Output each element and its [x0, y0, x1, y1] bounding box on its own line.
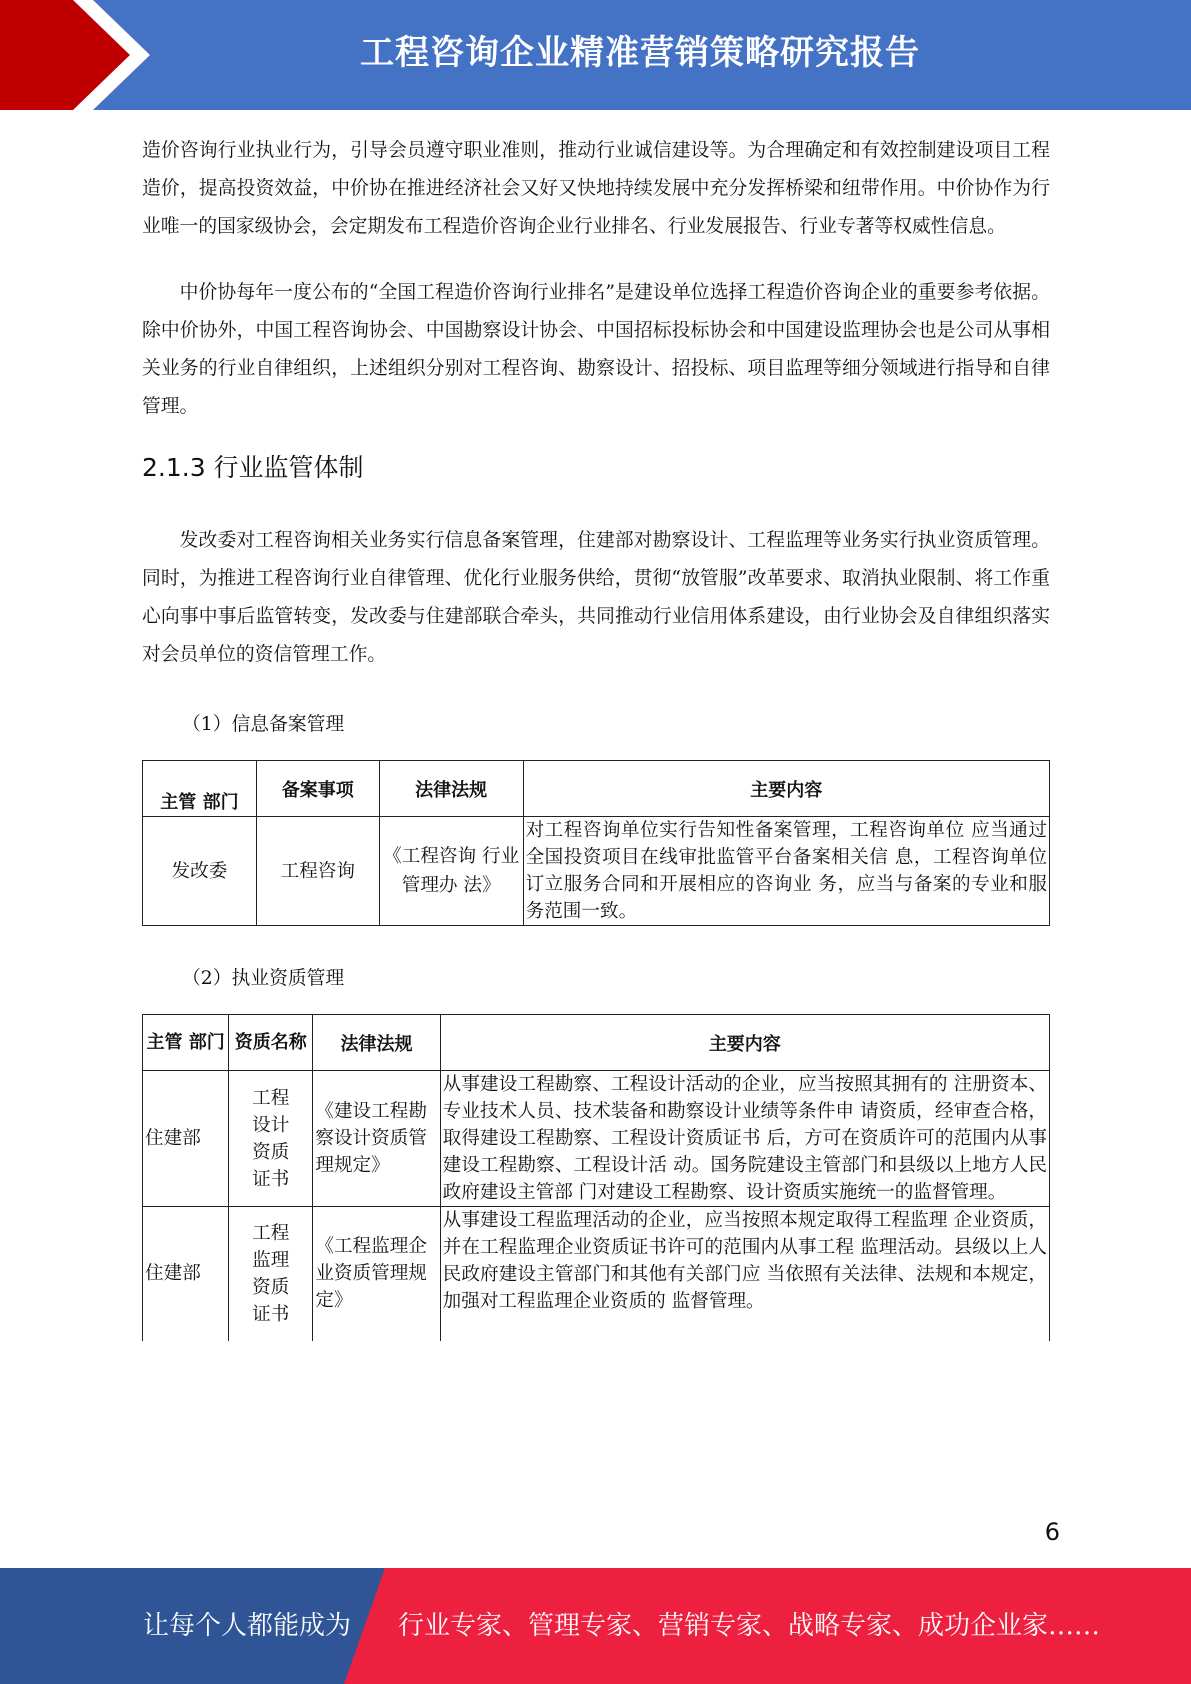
page-number: 6 — [1044, 1518, 1060, 1546]
subheading-qualification: （2）执业资质管理 — [182, 968, 345, 989]
table-cell: 工程咨询 — [256, 817, 379, 926]
page-header — [0, 0, 1191, 110]
table-cell: 发改委 — [143, 817, 257, 926]
table-cell: 对工程咨询单位实行告知性备案管理，工程咨询单位 应当通过全国投资项目在线审批监管平台备案相关信 息，工程咨询单位订立服务合同和开展相应的咨询业 务，应当与备案的专业和服务范围一致。 — [523, 817, 1049, 926]
table-row — [143, 817, 1050, 926]
page-footer — [0, 1568, 1191, 1684]
table-cell: 住建部 — [143, 1071, 229, 1207]
table-header-row — [143, 1015, 1050, 1071]
header-cell: 备案事项 — [256, 761, 379, 817]
table-cell: 从事建设工程监理活动的企业，应当按照本规定取得工程监理 企业资质，并在工程监理企业资质证书许可的范围内从事工程 监理活动。县级以上人民政府建设主管部门和其他有关部门应 当依照有关法律、法规和本规定，加强对工程监理企业资质的 监督管理。 — [440, 1207, 1049, 1341]
header-title: 工程咨询企业精准营销策略研究报告 — [360, 33, 920, 73]
page-content — [142, 132, 1050, 1341]
table-cell: 《工程咨询 行业管理办 法》 — [379, 817, 523, 926]
header-cell: 主管 部门 — [143, 1015, 229, 1071]
table-cell: 工程设计资质证书 — [229, 1071, 313, 1207]
table-row — [143, 1207, 1050, 1341]
table-row — [143, 1071, 1050, 1207]
footer-slogan-right: 行业专家、管理专家、营销专家、战略专家、成功企业家…… — [398, 1611, 1101, 1641]
section-title: 2.1.3 行业监管体制 — [142, 453, 364, 482]
subheading-info-filing: （1）信息备案管理 — [182, 714, 345, 735]
paragraph-intro: 造价咨询行业执业行为，引导会员遵守职业准则，推动行业诚信建设等。为合理确定和有效控制建设项目工程造价，提高投资效益，中价协在推进经济社会又好又快地持续发展中充分发挥桥梁和纽带作用。中价协作为行业唯一的国家级协会，会定期发布工程造价咨询企业行业排名、行业发展报告、行业专著等权威性信息。 — [142, 140, 1050, 237]
header-cell: 主要内容 — [523, 761, 1049, 817]
table-cell: 从事建设工程勘察、工程设计活动的企业，应当按照其拥有的 注册资本、专业技术人员、技术装备和勘察设计业绩等条件申 请资质，经审查合格，取得建设工程勘察、工程设计资质证书 后，方可在资质许可的范围内从事建设工程勘察、工程设计活 动。国务院建设主管部门和县级以上地方人民政府建设主管部 门对建设工程勘察、设计资质实施统一的监督管理。 — [440, 1071, 1049, 1207]
header-cell: 资质名称 — [229, 1015, 313, 1071]
table-cell: 工程监理资质证书 — [229, 1207, 313, 1341]
header-cell: 主管 部门 — [143, 761, 257, 817]
header-cell: 主要内容 — [440, 1015, 1049, 1071]
header-cell: 法律法规 — [313, 1015, 440, 1071]
paragraph-regulation: 发改委对工程咨询相关业务实行信息备案管理，住建部对勘察设计、工程监理等业务实行执业资质管理。同时，为推进工程咨询行业自律管理、优化行业服务供给，贯彻“放管服”改革要求、取消执业限制、将工作重心向事中事后监管转变，发改委与住建部联合牵头，共同推动行业信用体系建设，由行业协会及自律组织落实对会员单位的资信管理工作。 — [142, 530, 1050, 665]
table-info-filing — [142, 760, 1050, 926]
paragraph-ranking: 中价协每年一度公布的“全国工程造价咨询行业排名”是建设单位选择工程造价咨询企业的重要参考依据。除中价协外，中国工程咨询协会、中国勘察设计协会、中国招标投标协会和中国建设监理协会也是公司从事相关业务的行业自律组织，上述组织分别对工程咨询、勘察设计、招投标、项目监理等细分领域进行指导和自律管理。 — [142, 282, 1050, 417]
header-cell: 法律法规 — [379, 761, 523, 817]
table-cell: 《建设工程勘察设计资质管理规定》 — [313, 1071, 440, 1207]
footer-slogan-left: 让每个人都能成为 — [143, 1611, 352, 1641]
table-header-row — [143, 761, 1050, 817]
table-cell: 《工程监理企业资质管理规定》 — [313, 1207, 440, 1341]
table-cell: 住建部 — [143, 1207, 229, 1341]
table-qualification — [142, 1014, 1050, 1341]
